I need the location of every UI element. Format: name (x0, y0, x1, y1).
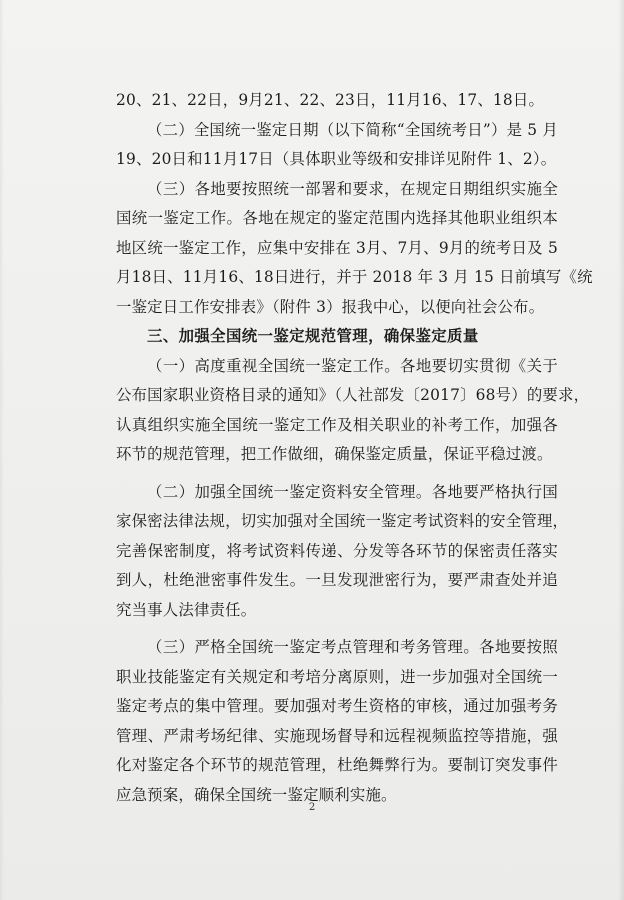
paragraph-line: 职业技能鉴定有关规定和考培分离原则，进一步加强对全国统一 (116, 667, 558, 686)
paragraph-line: 完善保密制度，将考试资料传递、分发等各环节的保密责任落实 (116, 541, 558, 560)
paragraph-line: 到人，杜绝泄密事件发生。一旦发现泄密行为，要严肃查处并追 (116, 571, 558, 589)
paragraph-line: 20、21、22日，9月21、22、23日，11月16、17、18日。 (116, 91, 545, 109)
paragraph-line: 月18日、11月16、18日进行，并于 2018 年 3 月 15 日前填写《统 (116, 268, 593, 286)
scan-edge-shadow-left (0, 0, 4, 900)
paragraph-line: （二）加强全国统一鉴定资料安全管理。各地要严格执行国 (147, 482, 558, 501)
page-number: 2 (308, 802, 316, 813)
paragraph-line: 究当事人法律责任。 (116, 600, 257, 619)
paragraph-line: 鉴定考点的集中管理。要加强对考生资格的审核，通过加强考务 (116, 697, 558, 715)
paragraph-line: 一鉴定日工作安排表》（附件 3）报我中心，以便向社会公布。 (116, 297, 545, 316)
scan-edge-shadow-right (618, 0, 624, 900)
paragraph-line: 公布国家职业资格目录的通知》（人社部发〔2017〕68号）的要求， (116, 386, 590, 404)
paragraph-line: 认真组织实施全国统一鉴定工作及相关职业的补考工作，加强各 (116, 415, 558, 434)
paragraph-line: （三）严格全国统一鉴定考点管理和考务管理。各地要按照 (147, 638, 558, 656)
paragraph-line: 管理、严肃考场纪律、实施现场督导和远程视频监控等措施，强 (116, 726, 558, 745)
document-body (116, 86, 593, 810)
paragraph-line: 化对鉴定各个环节的规范管理，杜绝舞弊行为。要制订突发事件 (116, 756, 558, 774)
paragraph-line: （三）各地要按照统一部署和要求，在规定日期组织实施全 (147, 179, 558, 198)
paragraph-line: 国统一鉴定工作。各地在规定的鉴定范围内选择其他职业组织本 (116, 209, 558, 227)
paragraph-line: （一）高度重视全国统一鉴定工作。各地要切实贯彻《关于 (147, 356, 558, 375)
paragraph-line: 19、20日和11月17日（具体职业等级和安排详见附件 1、2）。 (116, 150, 557, 168)
paragraph-line: 地区统一鉴定工作，应集中安排在 3月、7月、9月的统考日及 5 (116, 238, 558, 257)
paragraph-line: 应急预案，确保全国统一鉴定顺利实施。 (116, 785, 397, 804)
section-heading: 三、加强全国统一鉴定规范管理，确保鉴定质量 (147, 327, 479, 345)
paragraph-line: 家保密法律法规，切实加强对全国统一鉴定考试资料的安全管理， (116, 512, 569, 530)
paragraph-line: 环节的规范管理，把工作做细，确保鉴定质量，保证平稳过渡。 (116, 445, 553, 463)
paragraph-line: （二）全国统一鉴定日期（以下简称“全国统考日”）是 5 月 (147, 120, 558, 139)
